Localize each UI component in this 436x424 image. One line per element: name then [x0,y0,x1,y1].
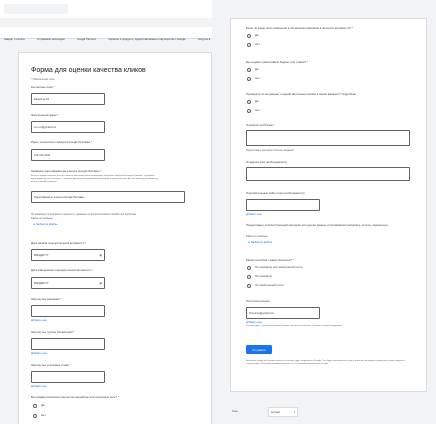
language-value: русский [271,410,280,414]
q2-yes-label: Да [255,67,259,71]
ip-textarea[interactable] [246,167,410,181]
id-field-input[interactable]: Идентификатор клиента Google Рекламы [31,191,185,203]
cc-email-add-link[interactable]: Добавить еще [246,321,262,324]
date-end-input[interactable] [31,277,105,289]
partners-yes-radio[interactable] [33,404,37,408]
form-title: Форма для оценки качества кликов [31,67,146,74]
language-select[interactable] [268,407,298,417]
keywords-label: Затронутые ключевые слова * [31,363,71,367]
suspicious-input[interactable] [246,199,320,211]
q3-yes-label: Да [255,99,259,103]
q2-no-radio[interactable] [247,77,251,81]
nav-bar [0,27,212,39]
chevron-down-icon: ▾ [293,410,295,414]
ad-groups-input[interactable] [31,338,105,350]
search-box[interactable] [4,4,68,14]
partners-question-label: Вы недавно включали контекстно-медийную или поисковую сеть? * [31,395,119,399]
partners-yes-label: Да [41,403,45,407]
email-input[interactable]: c•••••••@gmail.com [31,121,105,133]
form-card-right [230,18,427,392]
campaigns-label: Затронутые кампании * [31,297,62,301]
nav-item[interactable]: Аккаунт и оплата [4,38,25,41]
problem-hint: Предоставьте как можно больше сведений [246,149,294,152]
attach-right-button[interactable] [248,241,272,244]
cc-email-note: Укажите адрес, на который отправить копию электронного письма с ответом от службы поддержки. [246,325,343,327]
nav-item[interactable]: Ресурсы в [197,38,211,41]
attach-right-sub: Файлы не выбраны [246,235,268,238]
suspicious-label: Подозрительные сайты (при необходимости) [246,191,305,195]
form-card-left [18,52,212,424]
q1-no-radio[interactable] [247,43,251,47]
contact-method-label: Каким способом с вами связаться? * [246,258,294,262]
ip-label: IP-адреса (при необходимости) [246,160,287,164]
date-end-value: ММ/ДД/ГГГГ [34,281,49,285]
cc-email-label: Получатели копии [246,299,270,303]
top-bar [0,0,212,18]
contact-method-phone-radio[interactable] [247,275,251,279]
date-start-value: ММ/ДД/ГГГГ [34,253,49,257]
q1-yes-radio[interactable] [247,34,251,38]
language-label: Язык [232,410,238,413]
contact-method-email-radio[interactable] [247,284,251,288]
submit-button[interactable]: Отправить [246,345,272,354]
contact-method-both-radio[interactable] [247,266,251,270]
cc-email-input[interactable]: firstname@gmail.com [246,307,320,319]
calendar-icon: ▦ [99,281,102,285]
q3-label: Проверяли ли вы данные о недействительных кликах в своем аккаунте? Подробнее [246,92,356,96]
contact-method-email-label: По электронной почте [255,283,284,287]
date-start-input[interactable] [31,249,105,261]
campaigns-input[interactable] [31,305,105,317]
date-end-label: Дата завершения подозрительной активности * [31,268,93,272]
date-start-label: Дата начала подозрительной активности * [31,241,87,245]
suspicious-add-link[interactable]: Добавить еще [246,213,262,216]
account-id-input[interactable]: 123-123-1234 [31,149,105,161]
partners-no-label: Нет [41,413,46,417]
id-field-label: Название идентификатора клиента Google Рекламы * [31,169,102,173]
ad-groups-label: Затронутые группы объявлений * [31,330,75,334]
contact-method-phone-label: По телефону [255,274,273,278]
attach-button[interactable] [33,223,57,226]
contact-name-input[interactable]: Ekaterina XX [31,93,105,105]
attach-right-label: Предоставьте соответствующий материал или другие данные отслеживания (например, отчеты, скриншоты) [246,223,388,227]
q3-yes-radio[interactable] [247,100,251,104]
q1-label: Были ли какие-либо изменения в объявлении кампании в процессе активности? * [246,26,353,30]
q3-no-label: Нет [255,108,260,112]
id-field-help: Если вы предоставляете доступ к клиентским аккаунтам и используете несколько аккаунтов Google Рекламы, то укажите идентификатор того аккаунта, в котором произошел предполагаемый недействительный клик. Вот как найти идентификатор клиента Google Рекламы. [31,175,159,183]
account-id-label: Идент. клиентского аккаунта Google Рекламы * [31,140,93,144]
required-note: * Обязательное поле [31,78,55,81]
q2-label: Вы недавно увеличивали бюджет или ставки? * [246,60,308,64]
email-label: Электронный адрес * [31,113,59,117]
paperclip-icon: ⊕ [33,223,36,226]
attach-sub: Файлы не выбраны [31,217,53,220]
contact-method-both-label: По телефону или электронной почте [255,265,303,269]
footer-note: Некоторые сведения о вашем аккаунте и системе будут отправлены в Google. Они будут использоваться для устранения неполадок и улучшения наших сервисов в соответствии с Политикой конфиденциальности и Условиями использования Google. [246,360,406,365]
paperclip-icon: ⊕ [248,241,251,244]
problem-textarea[interactable] [246,130,410,146]
calendar-icon: ▦ [99,253,102,257]
q3-no-radio[interactable] [247,109,251,113]
campaigns-add-link[interactable]: Добавить еще [31,319,47,322]
nav-item[interactable]: Устранение неполадок [37,38,65,41]
ad-groups-add-link[interactable]: Добавить еще [31,352,47,355]
q2-yes-radio[interactable] [247,68,251,72]
problem-label: Описание проблемы * [246,123,275,127]
nav-item[interactable]: Сервисы и продукты, предоставляемые в партнерстве с Google [108,38,186,41]
attach-note: По возможности прикрепите скриншот с данными, на которой возникла ошибка или проблема. [31,213,137,216]
partners-no-radio[interactable] [33,414,37,418]
keywords-add-link[interactable]: Добавить еще [31,385,47,388]
q2-no-label: Нет [255,76,260,80]
contact-name-label: Контактное лицо * [31,85,55,89]
q1-no-label: Нет [255,42,260,46]
nav-item[interactable]: Google Partners [77,38,96,41]
attach-right-button-label: Выберите файлы [251,241,273,244]
keywords-input[interactable] [31,371,105,383]
attach-button-label: Выберите файлы [36,223,58,226]
q1-yes-label: Да [255,33,259,37]
